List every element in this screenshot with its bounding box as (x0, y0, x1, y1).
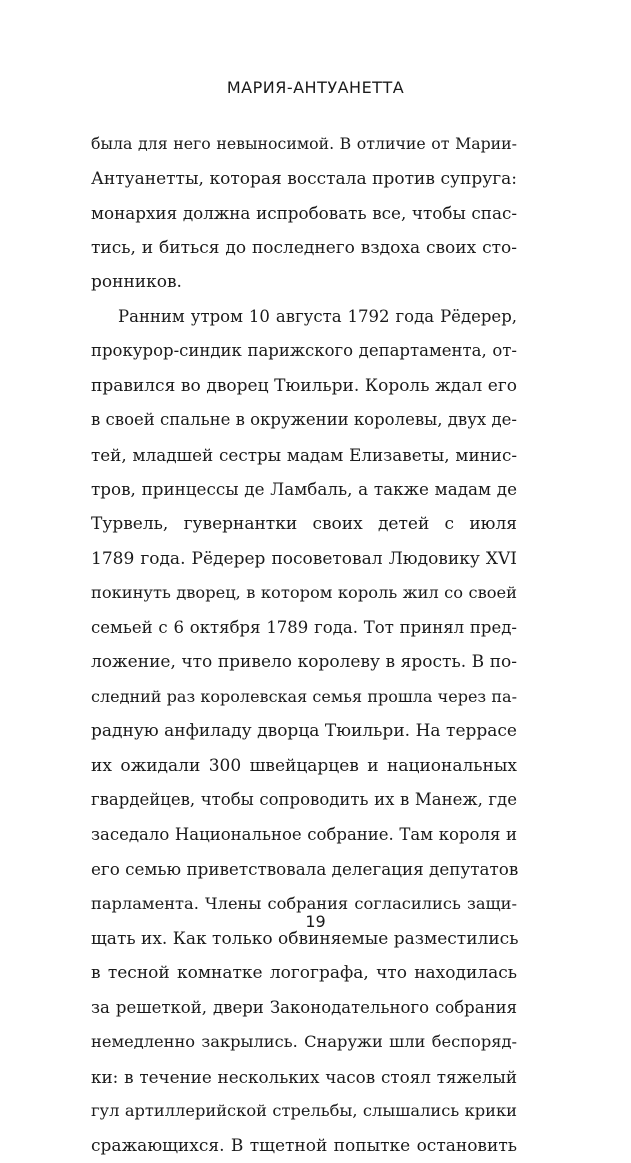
text-line: тров, принцессы де Ламбаль, а также мадам де (91, 479, 517, 500)
text-line: семьей с 6 октября 1789 года. Тот принял пред- (91, 617, 517, 637)
text-line: Турвель, гувернантки своих детей с июля (91, 514, 517, 535)
page-number: 19 (305, 912, 326, 931)
text-line: прокурор-синдик парижского департамента, от- (91, 341, 517, 361)
text-line: Антуанетты, которая восстала против супруга: (91, 168, 517, 189)
text-line: парламента. Члены собрания согласились защи- (91, 894, 517, 914)
text-line: монархия должна испробовать все, чтобы спас- (91, 203, 517, 224)
text-line: сражающихся. В тщетной попытке остановить (91, 1135, 517, 1156)
text-line: ронников. (91, 272, 182, 293)
text-line: покинуть дворец, в котором король жил со своей (91, 583, 517, 603)
text-line: заседало Национальное собрание. Там короля и (91, 824, 517, 844)
text-line: ложение, что привело королеву в ярость. В по- (91, 652, 517, 673)
text-line: тей, младшей сестры мадам Елизаветы, минис- (91, 444, 517, 465)
text-line: 1789 года. Рёдерер посоветовал Людовику XVI (91, 548, 517, 569)
text-line: Ранним утром 10 августа 1792 года Рёдерер, (118, 306, 517, 326)
text-line: немедленно закрылись. Снаружи шли беспоряд- (91, 1032, 517, 1052)
text-line: за решеткой, двери Законодательного собрания (91, 997, 517, 1017)
text-line: их ожидали 300 швейцарцев и национальных (91, 755, 517, 776)
text-line: была для него невыносимой. В отличие от Марии- (91, 134, 517, 153)
text-line: в тесной комнатке логографа, что находилась (91, 963, 517, 984)
text-line: гвардейцев, чтобы сопроводить их в Манеж, где (91, 790, 517, 810)
text-line: в своей спальне в окружении королевы, двух де- (91, 410, 517, 430)
text-line: гул артиллерийской стрельбы, слышались крики (91, 1101, 517, 1121)
text-line: тись, и биться до последнего вздоха своих сто- (91, 237, 517, 258)
text-line: правился во дворец Тюильри. Король ждал его (91, 375, 517, 396)
text-line: радную анфиладу дворца Тюильри. На террасе (91, 721, 517, 742)
running-title: МАРИЯ-АНТУАНЕТТА (226, 78, 405, 97)
text-line: щать их. Как только обвиняемые разместились (91, 928, 519, 949)
body-text (91, 127, 517, 1163)
text-line: ки: в течение нескольких часов стоял тяжелый (91, 1066, 517, 1087)
text-line: следний раз королевская семья прошла через па- (91, 686, 517, 706)
text-line: его семью приветствовала делегация депутатов (91, 859, 519, 880)
